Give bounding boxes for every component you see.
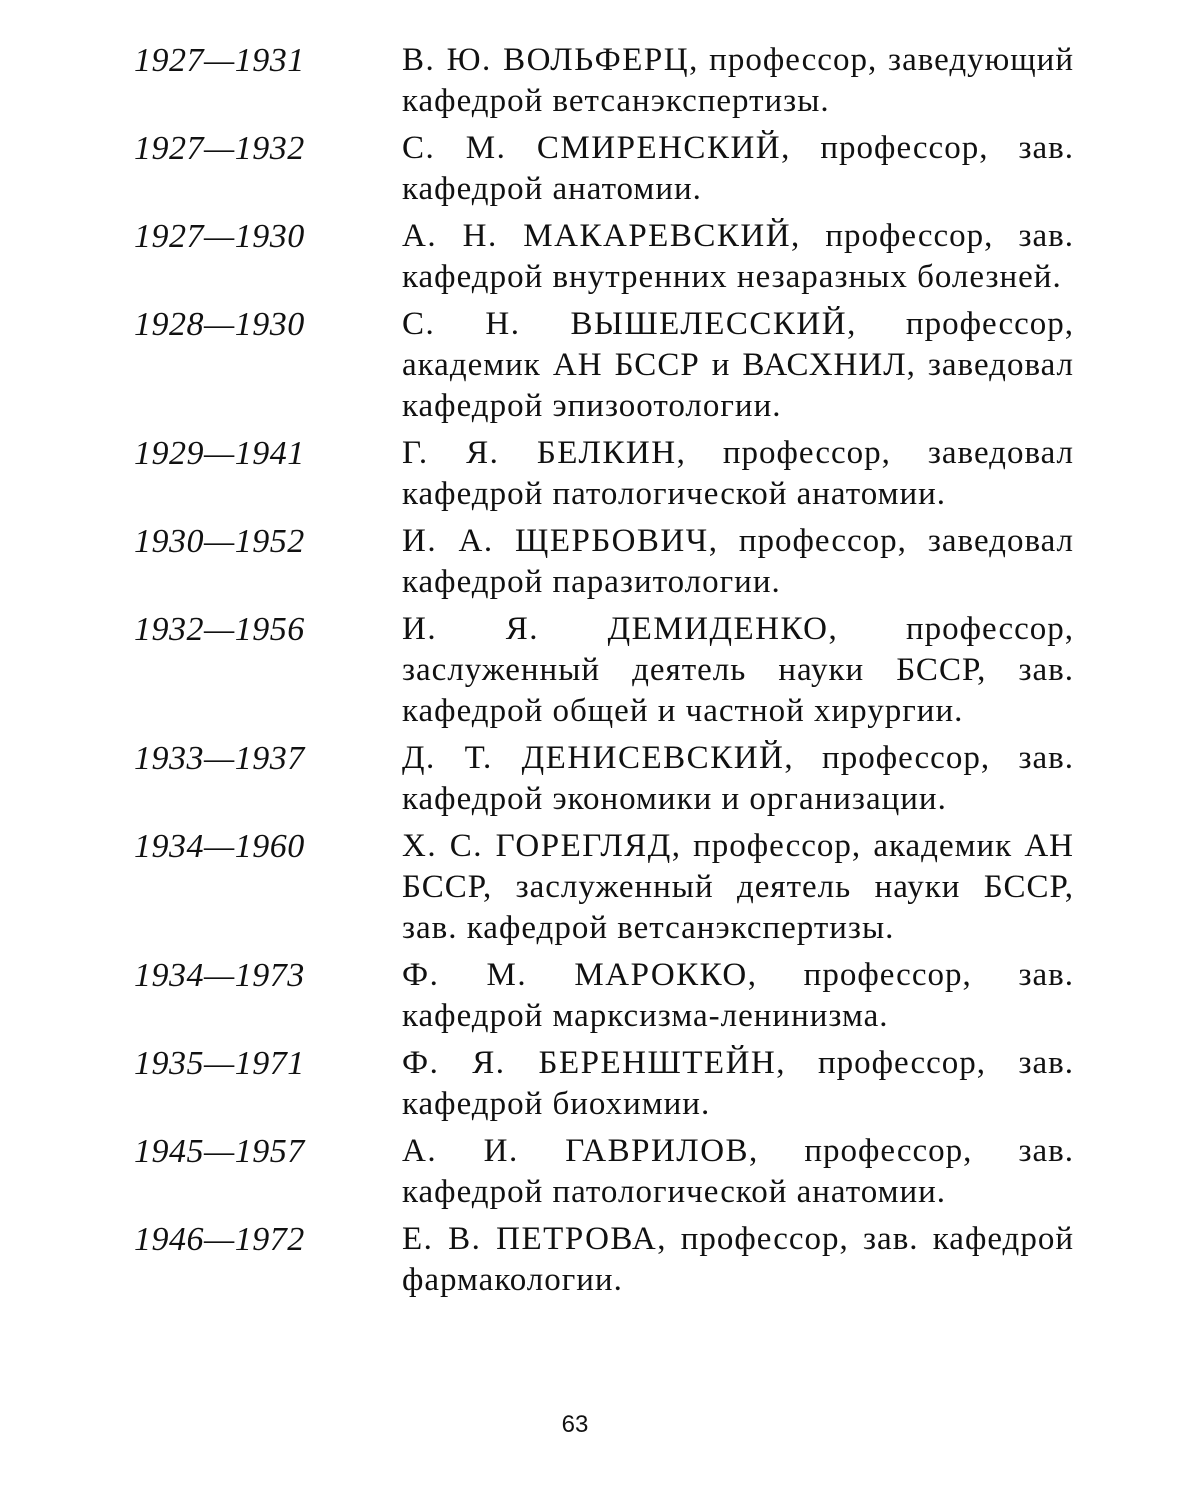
entry-years: 1927—1930 <box>134 218 305 255</box>
entry-name: Г. Я. БЕЛКИН <box>402 435 677 471</box>
entry-name: Х. С. ГОРЕГЛЯД <box>402 828 672 864</box>
list-item <box>120 1219 1080 1301</box>
list-item <box>120 1131 1080 1213</box>
entry-years: 1927—1931 <box>134 42 305 79</box>
entry-name: Е. В. ПЕТРОВА <box>402 1221 658 1257</box>
entry-description <box>402 609 1074 732</box>
entry-years: 1927—1932 <box>134 130 305 167</box>
entry-years: 1933—1937 <box>134 740 305 777</box>
entry-name: Ф. Я. БЕРЕНШТЕЙН <box>402 1045 777 1081</box>
entry-text: , профессор, зав. кафедрой марксизма-ленинизма. <box>402 957 1074 1034</box>
entry-years: 1929—1941 <box>134 435 305 472</box>
entry-text: , профессор, заведовал кафедрой патологической анатомии. <box>402 435 1074 512</box>
entry-name: Д. Т. ДЕНИСЕВСКИЙ <box>402 740 785 776</box>
entry-description <box>402 433 1074 515</box>
list-item <box>120 826 1080 949</box>
entry-text: , профессор, зав. кафедрой биохимии. <box>402 1045 1074 1122</box>
entry-name: Ф. М. МАРОККО <box>402 957 748 993</box>
entry-name: С. М. СМИРЕНСКИЙ <box>402 130 782 166</box>
entry-name: В. Ю. ВОЛЬФЕРЦ <box>402 42 690 78</box>
entry-name: С. Н. ВЫШЕЛЕССКИЙ <box>402 306 848 342</box>
list-item <box>120 955 1080 1037</box>
list-item <box>120 609 1080 732</box>
entry-description <box>402 1219 1074 1301</box>
list-item <box>120 433 1080 515</box>
entry-text: , профессор, зав. кафедрой фармакологии. <box>402 1221 1075 1298</box>
entry-description <box>402 128 1074 210</box>
entry-name: И. А. ЩЕРБОВИЧ <box>402 523 709 559</box>
entry-description <box>402 40 1074 122</box>
entry-text: , профессор, зав. кафедрой внутренних незаразных болезней. <box>402 218 1074 295</box>
entry-description <box>402 1043 1074 1125</box>
entry-description <box>402 304 1074 427</box>
entry-description <box>402 1131 1074 1213</box>
entry-years: 1934—1973 <box>134 957 305 994</box>
entry-name: И. Я. ДЕМИДЕНКО <box>402 611 829 647</box>
entry-years: 1946—1972 <box>134 1221 305 1258</box>
list-item <box>120 40 1080 122</box>
list-item <box>120 304 1080 427</box>
entry-years: 1935—1971 <box>134 1045 305 1082</box>
list-item <box>120 521 1080 603</box>
entry-name: А. Н. МАКАРЕВСКИЙ <box>402 218 792 254</box>
entry-name: А. И. ГАВРИЛОВ <box>402 1133 750 1169</box>
entry-text: , профессор, академик АН БССР, заслуженный деятель науки БССР, зав. кафедрой ветсанэкспертизы. <box>402 828 1074 946</box>
entry-text: , профессор, зав. кафедрой экономики и организации. <box>402 740 1074 817</box>
entry-years: 1930—1952 <box>134 523 305 560</box>
entry-years: 1932—1956 <box>134 611 305 648</box>
entry-text: , профессор, зав. кафедрой патологической анатомии. <box>402 1133 1074 1210</box>
entry-text: , профессор, заслуженный деятель науки БССР, зав. кафедрой общей и частной хирургии. <box>402 611 1074 729</box>
page-number: 63 <box>561 1411 589 1438</box>
entry-text: , профессор, заведующий кафедрой ветсанэкспертизы. <box>402 42 1075 119</box>
list-item <box>120 738 1080 820</box>
entry-description <box>402 826 1074 949</box>
entry-description <box>402 521 1074 603</box>
entry-text: , профессор, зав. кафедрой анатомии. <box>402 130 1074 207</box>
entry-description <box>402 738 1074 820</box>
list-item <box>120 1043 1080 1125</box>
entry-years: 1945—1957 <box>134 1133 305 1170</box>
list-item <box>120 128 1080 210</box>
staff-list <box>120 40 1080 1307</box>
entry-text: , профессор, академик АН БССР и ВАСХНИЛ, заведовал кафедрой эпизоотологии. <box>402 306 1074 424</box>
list-item <box>120 216 1080 298</box>
entry-description <box>402 216 1074 298</box>
entry-years: 1934—1960 <box>134 828 305 865</box>
entry-years: 1928—1930 <box>134 306 305 343</box>
entry-description <box>402 955 1074 1037</box>
entry-text: , профессор, заведовал кафедрой паразитологии. <box>402 523 1074 600</box>
